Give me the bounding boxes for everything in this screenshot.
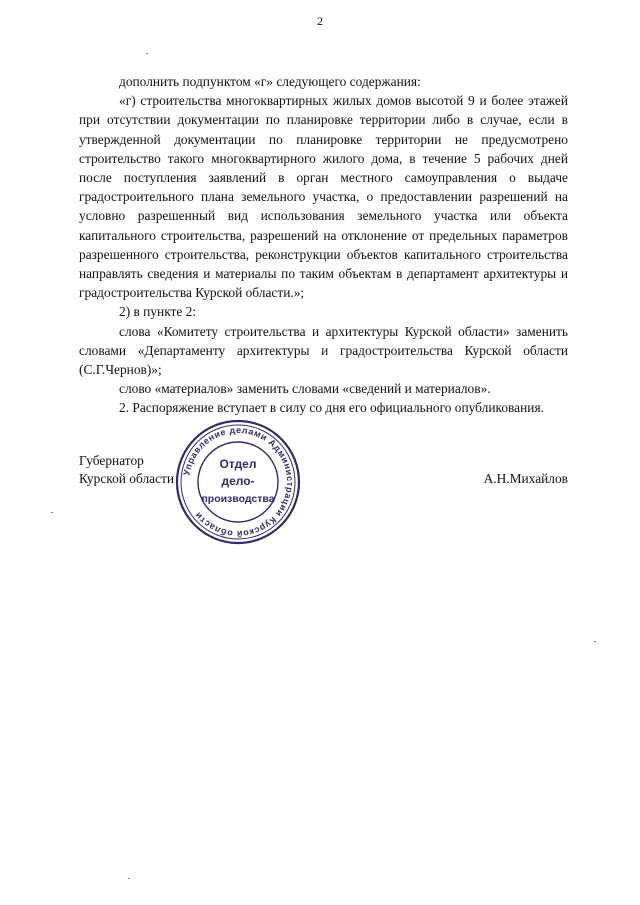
paragraph-5: слово «материалов» заменить словами «сведений и материалов». <box>119 381 491 397</box>
stamp-center-line-1: Отдел <box>219 457 257 471</box>
paragraph-4: слова «Комитету строительства и архитектуры Курской области» заменить словами «Департаменту архитектуры и градостроительства Курской области (С.Г.Чернов)»; <box>79 323 568 378</box>
signature-block <box>79 452 568 502</box>
stamp-center-line-2: дело- <box>221 474 255 488</box>
signatory-title <box>79 452 174 488</box>
official-stamp <box>174 418 302 546</box>
signatory-title-line-1: Губернатор <box>79 453 144 468</box>
page-number: 2 <box>317 14 323 28</box>
scan-speck <box>128 878 130 879</box>
signatory-name: А.Н.Михайлов <box>483 471 568 486</box>
scan-speck <box>51 512 53 513</box>
paragraph-1: дополнить подпунктом «г» следующего содержания: <box>119 74 421 89</box>
document-body <box>79 72 568 418</box>
paragraph-6: 2. Распоряжение вступает в силу со дня его официального опубликования. <box>119 400 544 416</box>
stamp-ring-text: Управление делами Администрации Курской области <box>181 424 296 540</box>
paragraph-2: «г) строительства многоквартирных жилых домов высотой 9 и более этажей при отсутствии документации по планировке территории либо в случае, если в утвержденной документации по планировке территории не предусмотрено строительство такого многоквартирного жилого дома, в течение 5 рабочих дней после поступления заявлений в орган местного самоуправления о выдаче градостроительного плана земельного участка, о предоставлении разрешений на условно разрешенный вид использования земельного участка или объекта капитального строительства, разрешений на отклонение от предельных параметров разрешенного строительства, реконструкции объектов капитального строительства направлять сведения и материалы по таким объектам в департамент архитектуры и градостроительства Курской области.»; <box>79 93 568 301</box>
stamp-seal-icon <box>174 418 302 546</box>
stamp-center-line-3: производства <box>201 493 275 505</box>
scan-speck <box>594 641 596 642</box>
signatory-title-line-2: Курской области <box>79 471 175 486</box>
paragraph-3: 2) в пункте 2: <box>119 304 197 320</box>
scan-speck <box>146 53 148 54</box>
